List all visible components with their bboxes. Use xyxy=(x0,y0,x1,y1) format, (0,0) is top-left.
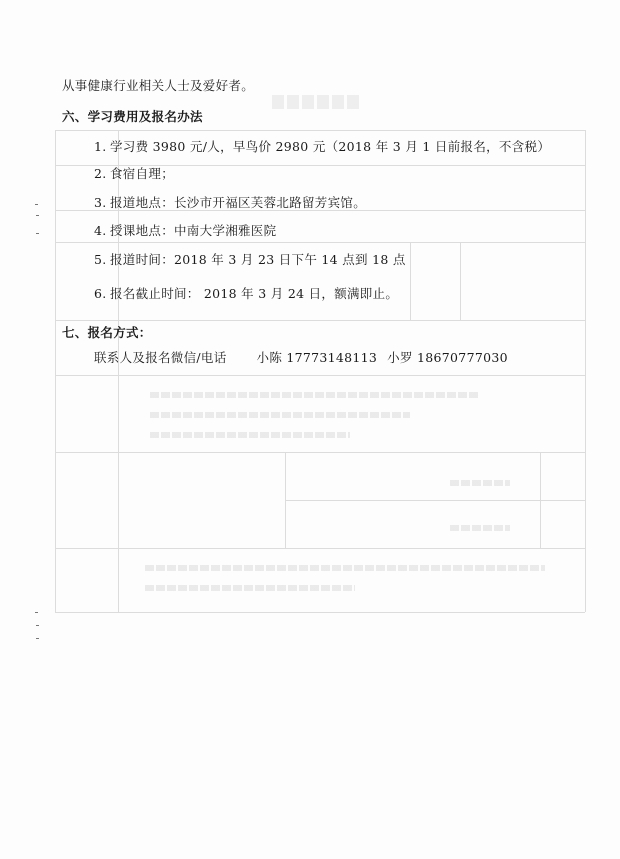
margin-mark xyxy=(35,612,38,613)
item-text: 报道时间：2018 年 3 月 23 日下午 14 点到 18 点 xyxy=(110,252,406,267)
bleed-through-text xyxy=(450,525,510,531)
bleed-through-text xyxy=(150,412,410,418)
bleed-through-rule xyxy=(55,375,585,376)
bleed-through-rule xyxy=(410,242,411,320)
item-text: 报名截止时间： 2018 年 3 月 24 日，额满即止。 xyxy=(110,286,399,301)
bleed-through-rule xyxy=(585,130,586,612)
margin-mark xyxy=(36,638,39,639)
bleed-through-rule xyxy=(285,452,286,548)
contact-1: 小陈 17773148113 xyxy=(256,350,378,365)
list-item xyxy=(94,139,550,155)
bleed-through-text xyxy=(150,392,480,398)
item-number: 6. xyxy=(94,286,107,301)
bleed-through-rule xyxy=(55,130,56,612)
item-text: 授课地点：中南大学湘雅医院 xyxy=(110,223,277,238)
bleed-through-text xyxy=(450,480,510,486)
bleed-through-text xyxy=(150,432,350,438)
contact-line xyxy=(94,350,508,366)
bleed-through-rule xyxy=(55,320,585,321)
contact-label: 联系人及报名微信/电话 xyxy=(94,350,227,365)
margin-mark xyxy=(36,215,39,216)
bleed-through-rule xyxy=(55,612,585,613)
list-item xyxy=(94,166,174,182)
intro-line: 从事健康行业相关人士及爱好者。 xyxy=(62,78,255,93)
bleed-through-text xyxy=(145,585,355,591)
item-text: 学习费 3980 元/人，早鸟价 2980 元（2018 年 3 月 1 日前报名，不含税） xyxy=(110,139,551,154)
bleed-through-rule xyxy=(55,130,585,131)
bleed-through-text xyxy=(145,565,545,571)
item-number: 4. xyxy=(94,223,107,238)
bleed-through-rule xyxy=(540,452,541,548)
list-item xyxy=(94,252,406,268)
list-item xyxy=(94,286,398,302)
item-text: 食宿自理； xyxy=(110,166,175,181)
contact-2: 小罗 18670777030 xyxy=(387,350,508,365)
bleed-through-rule xyxy=(460,242,461,320)
bleed-through-rule xyxy=(55,452,585,453)
section-6-heading: 六、学习费用及报名办法 xyxy=(62,109,203,124)
item-number: 3. xyxy=(94,195,107,210)
list-item xyxy=(94,223,276,239)
bleed-through-rule xyxy=(55,242,585,243)
bleed-through-title xyxy=(272,95,362,109)
margin-mark xyxy=(36,233,39,234)
item-number: 1. xyxy=(94,139,107,154)
item-number: 5. xyxy=(94,252,107,267)
margin-mark xyxy=(35,204,38,205)
item-text: 报道地点：长沙市开福区芙蓉北路留芳宾馆。 xyxy=(110,195,367,210)
list-item xyxy=(94,195,366,211)
margin-mark xyxy=(36,625,39,626)
item-number: 2. xyxy=(94,166,107,181)
section-7-heading: 七、报名方式： xyxy=(62,325,152,340)
bleed-through-rule xyxy=(55,548,585,549)
